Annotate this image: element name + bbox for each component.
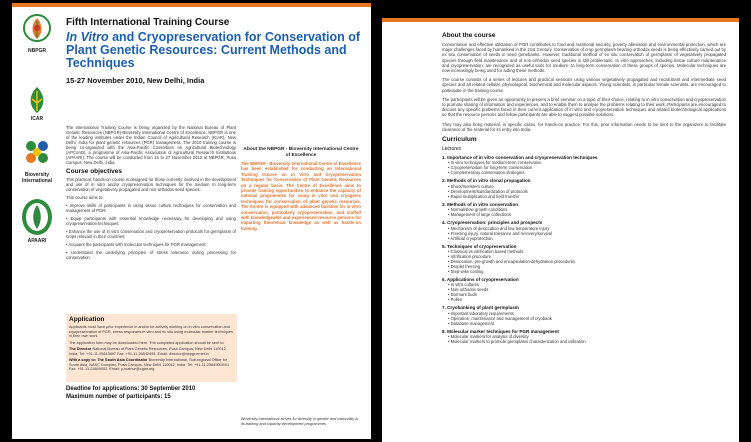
curriculum-subtopic: • Cryopreservation for long-term conservation <box>448 165 533 171</box>
about-paragraph-4: They may also bring material, in specific cases, for hands-on practice. For this, prior information needs to be sent to the organizers to facilitate clearance of the material for its entry into India. <box>442 121 726 132</box>
aim-item: • Understand the underlying principles of stress tolerance during processing for conservation. <box>66 250 236 260</box>
address-coordinator-title: With a copy to: The South Asia Coordinator <box>69 358 148 362</box>
curriculum-item-title: 2. Methods of in vitro clonal propagation <box>442 178 531 184</box>
curriculum-item <box>442 178 726 198</box>
curriculum-item-title: 7. Cryobanking of plant germplasm <box>442 305 519 311</box>
curriculum-item-title: 8. Molecular marker techniques for PGR management <box>442 328 559 334</box>
curriculum-subtopic: • Non-orthodox seeds <box>448 287 489 293</box>
curriculum-subtopic: • Important laboratory requirements <box>448 310 514 316</box>
curriculum-subtopic: • Development/standardization of protocols <box>448 188 528 194</box>
bioversity-emblem-icon <box>22 137 52 171</box>
about-paragraph-3: The participants will be given an opportunity to present a brief seminar on a topic of their choice, relating to in vitro conservation and cryopreservation to promote sharing of information and experiences, and to enable them to analyse the problems relating to their work. Participants are encouraged to discuss any specific problems faced in their current application of in vitro and cryopreservation techniques and related biotechnological applications so that the resource persons and fellow participants are able to suggest possible solutions. <box>442 96 726 118</box>
curriculum-subtopic: • Droplet freezing <box>448 264 481 270</box>
curriculum-subtopic: • Molecular markers for analysis of diversity <box>448 334 529 340</box>
address-director-title: The Director <box>69 347 92 351</box>
centre-box-text: The NBPGR - Bioversity International Centre of Excellence has been established for conducting an International Training Course on in Vitro and Cryopreservation Techniques for Conservation of Plant Genetic Resources on a regular basis. The Centre of Excellence aims to provide training opportunities to enhance the capacity of national programmes for using in vitro and cryogenic techniques for conservation of plant genetic resources. The Centre is equipped with advanced facilities for in vitro conservation, particularly cryopreservation, and staffed with knowledgeable and experienced resource persons for imparting theoretical knowledge as well as hands-on training. <box>241 161 361 231</box>
bioversity-logo-caption: Bioversity International <box>21 172 52 184</box>
max-participants: Maximum number of participants: 15 <box>66 394 171 400</box>
curriculum-list <box>442 155 726 344</box>
about-paragraph-1: Conservation and effective utilization of PGR contributes to food and nutritional security, poverty alleviation and environmental protection, which are major challenges faced by humankind in the 21st Century. Conservation of crop germplasm bearing orthodox seeds is being effectively carried out by ex situ conservation of seeds in seed genebanks. However, traditional method of ex situ conservation of germplasm of vegetatively propagated species through field maintenance and of non-orthodox seed species is still problematic. In vitro approaches, including tissue culture maintenance and cryopreservation, are recognized as useful tools for medium- to long-term conservation of these groups of species. Molecular techniques are now increasingly being used for aiding these methods. <box>442 42 726 74</box>
course-title-rest: and Cryopreservation for Conservation of Plant Genetic Resources: Current Methods and Techniques <box>66 30 361 70</box>
aims-intro: This course aims to: <box>66 195 104 200</box>
curriculum-subtopic: • Freezing injury, natural tolerance and recovery/survival <box>448 230 553 236</box>
logo-column <box>12 7 62 439</box>
address-coordinator-body: Bioversity International, Sub-regional Office for South Asia, NASC Complex, Pusa Campus, New Delhi 110012, India. Tel: +91-11-25849000/01 Fax: +91-11-25849002. Email: p.mathur@cgiar.org <box>69 358 230 371</box>
apaari-logo <box>18 197 56 244</box>
curriculum-subtopic: • In vitro techniques for medium-term conservation <box>448 160 542 166</box>
address-coordinator <box>69 358 234 372</box>
application-requirements: Applicants must have prior experience in and/or be actively working on in vitro conservation and cryopreservation of PGR, stress responses in vitro and ex situ using molecular marker techniques in their own work. <box>69 325 233 338</box>
aim-item: • Improve skills of participants in using tissue culture techniques for conservation and management of PGR; <box>66 203 236 213</box>
curriculum-item-title: 6. Applications of cryopreservation <box>442 277 519 283</box>
bioversity-logo <box>18 137 56 184</box>
curriculum-subtopic: • Pollen <box>448 297 463 303</box>
curriculum-subtopic: • Mechanism of desiccation and low temperature injury <box>448 225 550 231</box>
application-box <box>66 314 237 382</box>
nbpgr-emblem-icon <box>22 13 52 47</box>
icar-logo-caption: ICAR <box>30 116 44 122</box>
curriculum-subtopic: • Operation, maintenance and management of cryobank <box>448 315 552 321</box>
curriculum-item <box>442 277 726 302</box>
lectures-label: Lectures <box>442 146 462 153</box>
brochure-inner-page <box>382 18 739 442</box>
nbpgr-logo-caption: NBPGR <box>27 48 47 54</box>
curriculum-subtopic: • Molecular markers to promote germplasm characterization and utilization <box>448 339 586 345</box>
apaari-logo-caption: APAARI <box>27 238 47 244</box>
curriculum-item-title: 3. Methods of in vitro conservation <box>442 201 519 207</box>
curriculum-subtopic: • Vitrification procedure <box>448 254 492 260</box>
inner-page-content <box>442 32 726 347</box>
application-deadline: Deadline for applications: 30 September 2010 <box>66 386 196 392</box>
icar-logo <box>18 85 56 122</box>
curriculum-item-title: 1. Importance of in vitro conservation and cryopreservation techniques <box>442 155 598 161</box>
centre-of-excellence-box <box>241 147 361 426</box>
curriculum-subtopic: • Rapid multiplication and field transfer <box>448 193 520 199</box>
curriculum-item <box>442 202 726 217</box>
apaari-emblem-icon <box>20 197 54 237</box>
application-instructions: The application form may be downloaded here. The completed application should be sent to: <box>69 340 225 345</box>
diversity-statement: Bioversity International strives for diversity in gender and nationality in its training and capacity development programmes <box>241 417 359 426</box>
course-dates: 15-27 November 2010, New Delhi, India <box>66 76 205 85</box>
curriculum-item <box>442 155 726 175</box>
deadline-block <box>66 385 246 401</box>
icar-emblem-icon <box>24 85 50 115</box>
front-page-main <box>66 17 363 85</box>
curriculum-item <box>442 244 726 274</box>
address-director-body: National Bureau of Plant Genetic Resources, Pusa Campus, New Delhi 110012, India. Tel: +91-11-25843697 Fax: +91-11-25842495. Email: director@nbpgr.ernet.in <box>69 347 227 356</box>
curriculum-subtopic: • Normal/slow growth conditions <box>448 207 508 213</box>
curriculum-subtopic: • Complementary conservation strategies <box>448 170 525 176</box>
aim-item: • Equip participants with essential knowledge necessary for developing and using cryopreservation techniques; <box>66 216 236 226</box>
curriculum-item-title: 4. Cryopreservation: principles and prospects <box>442 220 543 226</box>
curriculum-subtopic: • Step-wise cooling <box>448 269 484 275</box>
address-director <box>69 347 234 356</box>
centre-box-title: About the NBPGR - Bioversity International Centre of Excellence <box>243 147 359 158</box>
curriculum-subtopic: • In vitro cultures <box>448 282 480 288</box>
application-heading: Application <box>69 316 105 323</box>
about-paragraph-2: The course consists of a series of lectures and practical sessions using various vegetatively propagated and recalcitrant and intermediate seed species and all related cellular, physiological, biochemical and molecular aspects. Young scientists, in particular female scientists, are encouraged to participate in the training course. <box>442 77 726 93</box>
course-edition: Fifth International Training Course <box>66 17 230 28</box>
aim-item: • Acquaint the participants with molecular techniques for PGR management; <box>66 242 207 247</box>
intro-paragraph: The International Training Course is being organized by the National Bureau of Plant Genetic Resources (NBPGR)-Bioversity International Centre of Excellence. NBPGR is one of the leading institutes under the Indian Council of Agricultural Research (ICAR), New Delhi, India for plant genetic resources (PGR) management. The 2010 training course is being co-organized with the Asia-Pacific Consortium on Agricultural Biotechnology (APCoAB), a programme of Asia-Pacific Association of Agricultural Research Institutions (APAARI). The course will be conducted from 15 to 27 November 2010 at NBPGR, Pusa Campus, New Delhi, India. <box>66 125 236 165</box>
curriculum-subtopic: • Artificial cryoprotection <box>448 235 493 241</box>
curriculum-subtopic: • Classical vs.vitrification based methods <box>448 249 524 255</box>
about-course-heading: About the course <box>442 32 496 39</box>
aim-item: • Enhance the use of in vitro conservation and cryopreservation protocols for germplasm of crops relevant in their countries; <box>66 229 236 239</box>
curriculum-subtopic: • Desiccation, pre-growth and encapsulation-dehydration procedures <box>448 259 576 265</box>
brochure-front-page <box>12 3 371 439</box>
course-title <box>66 31 363 70</box>
curriculum-subtopic: • Database management <box>448 320 495 326</box>
curriculum-item-title: 5. Techniques of cryopreservation <box>442 243 517 249</box>
curriculum-subtopic: • Management of large collections <box>448 212 511 218</box>
course-title-italic: In Vitro <box>66 30 109 44</box>
curriculum-subtopic: • Shoot/meristem culture <box>448 183 494 189</box>
curriculum-item <box>442 220 726 240</box>
objectives-paragraph: This practical, hands-on course is designed for those currently involved in the development and use of in vitro and/or cryopreservation techniques for the medium to long-term conservation of vegetatively propagated and non-orthodox seed species. <box>66 177 236 192</box>
curriculum-item <box>442 305 726 325</box>
nbpgr-logo <box>18 13 56 54</box>
intro-column <box>66 125 236 263</box>
curriculum-item <box>442 329 726 344</box>
curriculum-subtopic: • Dormant buds <box>448 292 477 298</box>
objectives-heading: Course objectives <box>66 168 122 175</box>
curriculum-heading: Curriculum <box>442 136 477 144</box>
